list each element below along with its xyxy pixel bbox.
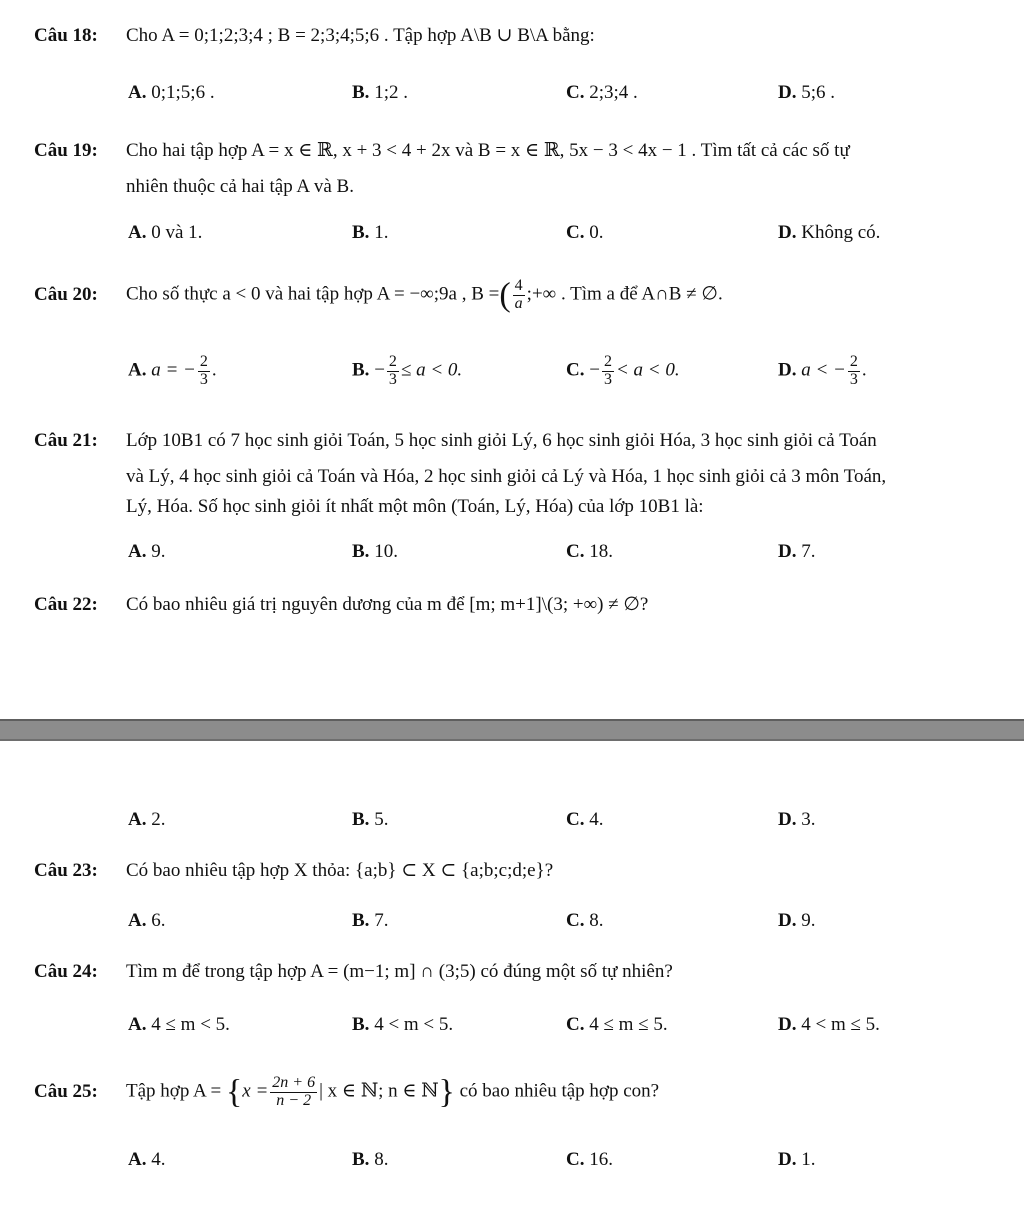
option-c[interactable]: C. 18. — [566, 541, 613, 562]
fraction: $\frac{2n + 6}{n - 2}$ — [272, 1074, 316, 1109]
question-text: Lớp 10B1 có 7 học sinh giỏi Toán, 5 học sinh giỏi Lý, 6 học sinh giỏi Hóa, 3 học sinh giỏi cả Toán — [126, 430, 877, 451]
question-25: Câu 25: Tập hợp A = {x = $\frac{2n + 6}{n - 2}$ | x ∈ ℕ; n ∈ ℕ} có bao nhiêu tập hợp con? — [34, 1073, 660, 1111]
option-a[interactable]: A. 0 và 1. — [128, 222, 203, 243]
question-text: Tìm m để trong tập hợp A = (m−1; m] ∩ (3;5) có đúng một số tự nhiên? — [126, 961, 673, 982]
fraction: $\frac{4}{a}$ — [514, 277, 523, 312]
question-text: Tập hợp A = — [126, 1080, 222, 1102]
question-number: Câu 23: — [34, 860, 98, 881]
option-c[interactable]: C. 16. — [566, 1149, 613, 1170]
option-a[interactable]: A. 4 ≤ m < 5. — [128, 1014, 230, 1035]
question-text-continued: nhiên thuộc cả hai tập A và B. — [126, 176, 354, 197]
option-a[interactable]: A. 9. — [128, 541, 166, 562]
question-number: Câu 20: — [34, 283, 98, 305]
option-d[interactable]: D. 5;6 . — [778, 82, 836, 103]
option-d[interactable]: D. Không có. — [778, 222, 881, 243]
option-b[interactable]: B. 1. — [352, 222, 389, 243]
option-a[interactable]: A. a = − $\frac{2}{3}$ . — [128, 353, 217, 388]
option-c[interactable]: C. 2;3;4 . — [566, 82, 638, 103]
option-b[interactable]: B. 1;2 . — [352, 82, 408, 103]
question-number: Câu 21: — [34, 430, 98, 451]
question-18 — [34, 24, 595, 47]
option-c[interactable]: C. 8. — [566, 910, 604, 931]
question-text-line3: Lý, Hóa. Số học sinh giỏi ít nhất một môn (Toán, Lý, Hóa) của lớp 10B1 là: — [126, 496, 704, 517]
option-a[interactable]: A. 4. — [128, 1149, 166, 1170]
option-c[interactable]: C. 4. — [566, 809, 604, 830]
option-c[interactable]: C. 0. — [566, 222, 604, 243]
option-d[interactable]: D. 3. — [778, 809, 816, 830]
option-b[interactable]: B. 5. — [352, 809, 389, 830]
question-22 — [34, 593, 648, 616]
option-a[interactable]: A. 0;1;5;6 . — [128, 82, 215, 103]
option-b[interactable]: B. 10. — [352, 541, 398, 562]
option-b[interactable]: B. − $\frac{2}{3}$ ≤ a < 0. — [352, 353, 463, 388]
question-text: Cho A = 0;1;2;3;4 ; B = 2;3;4;5;6 . Tập hợp A\B ∪ B\A bằng: — [126, 25, 595, 46]
question-23 — [34, 859, 553, 882]
option-a[interactable]: A. 2. — [128, 809, 166, 830]
question-19 — [34, 139, 850, 162]
page-divider — [0, 719, 1024, 741]
question-20: Câu 20: Cho số thực a < 0 và hai tập hợp A = −∞;9a , B =( $\frac{4}{a}$ ;+∞ . Tìm a để A∩B ≠ ∅. — [34, 276, 723, 314]
question-number: Câu 19: — [34, 140, 98, 161]
option-d[interactable]: D. a < − $\frac{2}{3}$ . — [778, 353, 867, 388]
question-text-after: ;+∞ . Tìm a để A∩B ≠ ∅. — [526, 283, 723, 305]
option-d[interactable]: D. 7. — [778, 541, 816, 562]
question-number: Câu 22: — [34, 594, 98, 615]
option-c[interactable]: C. − $\frac{2}{3}$ < a < 0. — [566, 353, 680, 388]
option-b[interactable]: B. 4 < m < 5. — [352, 1014, 454, 1035]
question-text: Có bao nhiêu tập hợp X thỏa: {a;b} ⊂ X ⊂ {a;b;c;d;e}? — [126, 860, 554, 881]
question-number: Câu 24: — [34, 961, 98, 982]
question-text: Cho hai tập hợp A = x ∈ ℝ, x + 3 < 4 + 2x và B = x ∈ ℝ, 5x − 3 < 4x − 1 . Tìm tất cả các số tự — [126, 140, 850, 161]
question-text: Có bao nhiêu giá trị nguyên dương của m để [m; m+1]\(3; +∞) ≠ ∅? — [126, 594, 649, 615]
question-21 — [34, 430, 877, 452]
option-b[interactable]: B. 8. — [352, 1149, 389, 1170]
question-text-after: có bao nhiêu tập hợp con? — [459, 1080, 660, 1102]
question-number: Câu 25: — [34, 1080, 98, 1102]
question-text: Cho số thực a < 0 và hai tập hợp A = −∞;9a , B = — [126, 283, 500, 305]
option-b[interactable]: B. 7. — [352, 910, 389, 931]
option-d[interactable]: D. 9. — [778, 910, 816, 931]
question-text-line2: và Lý, 4 học sinh giỏi cả Toán và Hóa, 2 học sinh giỏi cả Lý và Hóa, 1 học sinh giỏi cả 3 môn Toán, — [126, 466, 887, 487]
option-d[interactable]: D. 1. — [778, 1149, 816, 1170]
question-number: Câu 18: — [34, 25, 98, 46]
question-24 — [34, 961, 673, 983]
option-a[interactable]: A. 6. — [128, 910, 166, 931]
option-c[interactable]: C. 4 ≤ m ≤ 5. — [566, 1014, 668, 1035]
option-d[interactable]: D. 4 < m ≤ 5. — [778, 1014, 880, 1035]
